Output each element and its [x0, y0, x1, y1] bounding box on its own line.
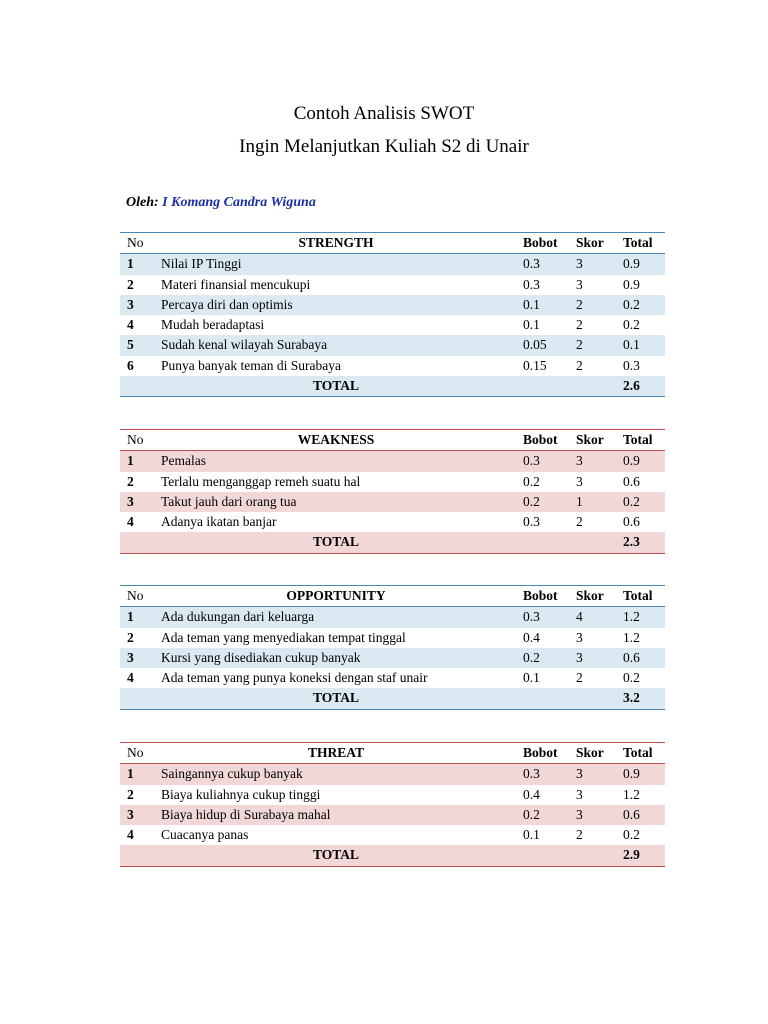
row-number: 4 [127, 317, 134, 333]
table-row [120, 295, 665, 315]
row-number: 2 [127, 276, 134, 292]
col-header-bobot: Bobot [523, 745, 558, 760]
author-label: Oleh: [126, 195, 159, 210]
strength-heading: STRENGTH [298, 235, 374, 250]
weakness-total-value: 2.3 [623, 534, 640, 550]
table-row [120, 335, 665, 355]
table-row [120, 472, 665, 492]
total-label: TOTAL [312, 534, 360, 550]
row-total: 0.9 [623, 453, 640, 469]
row-skor: 3 [576, 453, 583, 469]
row-number: 4 [127, 514, 134, 530]
opportunity-total-value: 3.2 [623, 690, 640, 706]
row-skor: 2 [576, 317, 583, 333]
row-total: 1.2 [623, 609, 640, 625]
row-total: 0.2 [623, 317, 640, 333]
table-row [120, 512, 665, 532]
row-skor: 2 [576, 357, 583, 373]
row-description: Sudah kenal wilayah Surabaya [161, 337, 328, 353]
row-skor: 3 [576, 806, 583, 822]
row-total: 0.6 [623, 514, 640, 530]
row-number: 1 [127, 256, 134, 272]
row-skor: 2 [576, 296, 583, 312]
col-header-bobot: Bobot [523, 588, 558, 603]
row-description: Cuacanya panas [161, 827, 249, 843]
row-description: Terlalu menganggap remeh suatu hal [161, 473, 361, 489]
weakness-total-row [120, 532, 665, 553]
row-description: Punya banyak teman di Surabaya [161, 357, 341, 373]
row-bobot: 0.3 [523, 514, 540, 530]
row-bobot: 0.2 [523, 806, 540, 822]
table-row [120, 668, 665, 688]
table-row [120, 492, 665, 512]
row-number: 1 [127, 609, 134, 625]
row-description: Materi finansial mencukupi [161, 276, 311, 292]
row-bobot: 0.1 [523, 670, 540, 686]
weakness-header-row [120, 429, 665, 451]
row-bobot: 0.3 [523, 453, 540, 469]
row-number: 2 [127, 786, 134, 802]
document-title: Contoh Analisis SWOT [293, 103, 475, 124]
threat-header-row [120, 742, 665, 764]
row-total: 0.2 [623, 670, 640, 686]
row-description: Mudah beradaptasi [161, 317, 265, 333]
col-header-no: No [127, 432, 144, 447]
row-total: 0.6 [623, 473, 640, 489]
opportunity-table [120, 585, 665, 710]
row-bobot: 0.4 [523, 786, 540, 802]
row-description: Takut jauh dari orang tua [161, 493, 297, 509]
row-bobot: 0.1 [523, 827, 540, 843]
row-skor: 2 [576, 827, 583, 843]
row-description: Ada teman yang punya koneksi dengan staf unair [161, 670, 428, 686]
row-skor: 4 [576, 609, 583, 625]
row-description: Biaya kuliahnya cukup tinggi [161, 786, 321, 802]
col-header-no: No [127, 745, 144, 760]
row-number: 2 [127, 473, 134, 489]
table-row [120, 825, 665, 845]
row-skor: 1 [576, 493, 583, 509]
row-bobot: 0.4 [523, 629, 540, 645]
row-total: 0.3 [623, 357, 640, 373]
col-header-total: Total [623, 745, 653, 760]
col-header-bobot: Bobot [523, 432, 558, 447]
row-skor: 3 [576, 276, 583, 292]
row-number: 3 [127, 649, 134, 665]
row-total: 0.9 [623, 256, 640, 272]
col-header-bobot: Bobot [523, 235, 558, 250]
row-bobot: 0.2 [523, 649, 540, 665]
row-bobot: 0.1 [523, 296, 540, 312]
table-row [120, 648, 665, 668]
col-header-skor: Skor [576, 235, 604, 250]
col-header-skor: Skor [576, 745, 604, 760]
row-number: 3 [127, 806, 134, 822]
row-skor: 3 [576, 766, 583, 782]
total-label: TOTAL [312, 378, 360, 394]
strength-total-row [120, 376, 665, 397]
row-description: Saingannya cukup banyak [161, 766, 303, 782]
col-header-total: Total [623, 432, 653, 447]
row-total: 0.2 [623, 296, 640, 312]
row-number: 3 [127, 296, 134, 312]
row-number: 2 [127, 629, 134, 645]
author-name: I Komang Candra Wiguna [162, 195, 316, 210]
row-bobot: 0.1 [523, 317, 540, 333]
row-bobot: 0.05 [523, 337, 547, 353]
table-row [120, 451, 665, 471]
row-total: 0.2 [623, 827, 640, 843]
table-row [120, 275, 665, 295]
row-number: 3 [127, 493, 134, 509]
row-skor: 3 [576, 256, 583, 272]
row-bobot: 0.15 [523, 357, 547, 373]
row-description: Nilai IP Tinggi [161, 256, 242, 272]
strength-total-value: 2.6 [623, 378, 640, 394]
row-total: 1.2 [623, 786, 640, 802]
table-row [120, 805, 665, 825]
author-line [126, 195, 316, 211]
row-description: Ada dukungan dari keluarga [161, 609, 315, 625]
row-number: 5 [127, 337, 134, 353]
row-description: Kursi yang disediakan cukup banyak [161, 649, 361, 665]
row-number: 4 [127, 827, 134, 843]
threat-table [120, 742, 665, 867]
opportunity-total-row [120, 688, 665, 709]
row-skor: 3 [576, 629, 583, 645]
row-bobot: 0.3 [523, 766, 540, 782]
row-description: Percaya diri dan optimis [161, 296, 293, 312]
row-description: Adanya ikatan banjar [161, 514, 277, 530]
row-skor: 2 [576, 514, 583, 530]
col-header-no: No [127, 588, 144, 603]
weakness-heading: WEAKNESS [297, 432, 375, 447]
row-bobot: 0.3 [523, 256, 540, 272]
row-description: Ada teman yang menyediakan tempat tinggal [161, 629, 406, 645]
row-number: 1 [127, 453, 134, 469]
row-bobot: 0.2 [523, 473, 540, 489]
row-skor: 2 [576, 670, 583, 686]
row-total: 0.6 [623, 806, 640, 822]
col-header-total: Total [623, 588, 653, 603]
row-number: 6 [127, 357, 134, 373]
opportunity-heading: OPPORTUNITY [286, 588, 386, 603]
row-total: 0.1 [623, 337, 640, 353]
row-description: Biaya hidup di Surabaya mahal [161, 806, 331, 822]
row-skor: 3 [576, 649, 583, 665]
col-header-no: No [127, 235, 144, 250]
row-total: 0.6 [623, 649, 640, 665]
row-total: 0.2 [623, 493, 640, 509]
threat-heading: THREAT [307, 745, 364, 760]
row-bobot: 0.2 [523, 493, 540, 509]
table-row [120, 785, 665, 805]
table-row [120, 356, 665, 376]
strength-header-row [120, 232, 665, 254]
row-bobot: 0.3 [523, 276, 540, 292]
row-skor: 3 [576, 473, 583, 489]
row-description: Pemalas [161, 453, 206, 469]
document-subtitle: Ingin Melanjutkan Kuliah S2 di Unair [239, 136, 529, 157]
table-row [120, 315, 665, 335]
strength-table [120, 232, 665, 397]
total-label: TOTAL [312, 847, 360, 863]
row-number: 4 [127, 670, 134, 686]
row-skor: 2 [576, 337, 583, 353]
threat-total-row [120, 845, 665, 866]
row-total: 1.2 [623, 629, 640, 645]
table-row [120, 607, 665, 627]
table-row [120, 254, 665, 274]
total-label: TOTAL [312, 690, 360, 706]
col-header-skor: Skor [576, 588, 604, 603]
table-row [120, 628, 665, 648]
col-header-total: Total [623, 235, 653, 250]
opportunity-header-row [120, 585, 665, 607]
col-header-skor: Skor [576, 432, 604, 447]
row-number: 1 [127, 766, 134, 782]
threat-total-value: 2.9 [623, 847, 640, 863]
row-bobot: 0.3 [523, 609, 540, 625]
row-skor: 3 [576, 786, 583, 802]
row-total: 0.9 [623, 276, 640, 292]
weakness-table [120, 429, 665, 554]
row-total: 0.9 [623, 766, 640, 782]
table-row [120, 764, 665, 784]
